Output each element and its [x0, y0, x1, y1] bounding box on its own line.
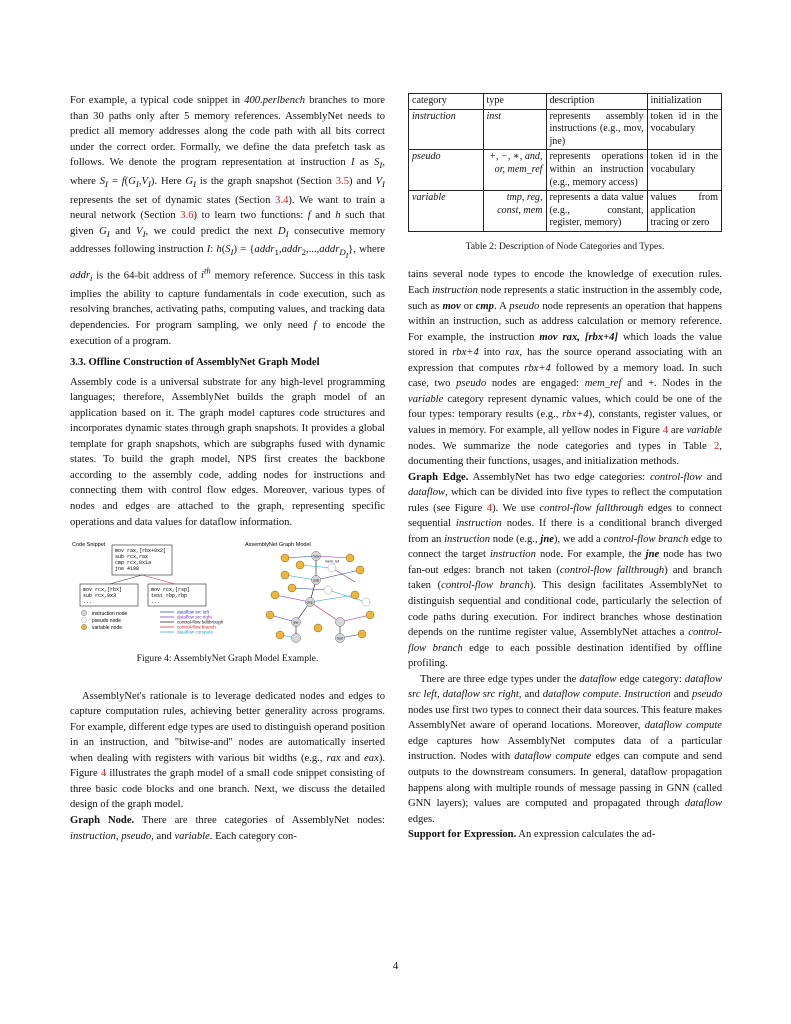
- legend-variable-swatch: [81, 624, 86, 629]
- node-minus: [362, 598, 370, 606]
- block3-line-2: ...: [151, 599, 161, 606]
- table-caption: Table 2: Description of Node Categories and Types.: [465, 240, 665, 252]
- table-cell: represents a data value (e.g., constant, register, memory): [546, 191, 647, 232]
- legend-instruction-swatch: [81, 610, 86, 615]
- table-cell: represents operations within an instruction (e.g., memory access): [546, 150, 647, 191]
- table-cell: instruction: [409, 109, 484, 150]
- node-mem-ref: [328, 564, 336, 572]
- node-var-13: [314, 624, 322, 632]
- legend-instruction: instruction node: [92, 611, 128, 618]
- graph-model-label: AssemblyNet Graph Model: [245, 542, 311, 549]
- node-label-mov: mov: [312, 554, 320, 559]
- table-cell: token id in the vocabulary: [647, 150, 722, 191]
- legend-fallthrough: control-flow fallthrough: [177, 619, 224, 625]
- node-var-12: [358, 630, 366, 638]
- legend-pseudo-swatch: [81, 617, 86, 622]
- left-column: [70, 93, 385, 844]
- table-cell: variable: [409, 191, 484, 232]
- graph-edge-paragraph: Graph Edge. AssemblyNet has two edge categories: control-flow and dataflow, which can be divided into five types to reflect the computation rules (see Figure 4). We use control-flow fallthrough edges to connect sequential instruction nodes. If there is a conditional branch diverged from an instruction node (e.g., jne), we add a control-flow branch edge to connect the target instruction node. For example, the jne node has two fan-out edges: branch not taken (control-flow fallthrough) and branch taken (control-flow branch). This design facilitates AssemblyNet to distinguish sequential and conditional code, particularly the selection of code paths during execution. For indirect branches whose destination depends on the runtime register value, AssemblyNet attaches a control-flow branch edge to each possible destination identified by offline profiling.: [408, 471, 723, 670]
- block1-line-0: mov rax,[rbx+0x2]: [115, 548, 167, 555]
- table-cell: values from application tracing or zero: [647, 191, 722, 232]
- node-var-9: [266, 611, 274, 619]
- node-label-jne: jne: [293, 620, 299, 625]
- node-var-2: [346, 554, 354, 562]
- legend-compute: dataflow compute: [177, 629, 214, 635]
- table-header-cell: initialization: [647, 94, 722, 110]
- graph-node-paragraph: Graph Node. There are three categories of AssemblyNet nodes: instruction, pseudo, and variable. Each category con-: [70, 814, 385, 842]
- graph-nodes: [266, 552, 374, 643]
- legend-branch: control-flow branch: [177, 624, 216, 630]
- node-var-1: [281, 554, 289, 562]
- block3-line-0: mov rcx,[rsp]: [151, 587, 191, 594]
- block2-line-2: ...: [83, 599, 93, 606]
- node-plus: [324, 586, 332, 594]
- node-var-4: [356, 566, 364, 574]
- block-edge-1: [110, 575, 142, 584]
- node-label-mem-ref: mem_ref: [324, 559, 340, 564]
- node-sub-2: [292, 634, 301, 643]
- figure-caption: Figure 4: AssemblyNet Graph Model Example.: [136, 653, 319, 665]
- section-paragraph: Assembly code is a universal substrate for any high-level programming languages; therefore, AssemblyNet builds the graph model of an application based on it. The graph model captures code structures and incorporates dynamic states through graph snapshots. It provides a global template for graph snapshots, which are subgraphs fused with dynamic states. To build the graph model, NPS first creates the backbone according to the assembly code, adding nodes for instructions and connecting them with control flow edges. Moreover, various types of nodes and edges are attached to the graph, representing specific operations and data values for dataflow information.: [70, 376, 385, 528]
- intro-paragraph: For example, a typical code snippet in 400.perlbench branches to more than 30 paths only after 5 memory references. AssemblyNet needs to predict all memory addresses along the code path with all bits correct under the correct order. Formally, we define the data prefetch task as follows. We denote the program representation at instruction I as $S_I$, where $S_I = f(G_I,V_I)$. Here $G_I$ is the graph snapshot (Section 3.5) and $V_I$ represents the set of dynamic states (Section 3.4). We want to train a neural network (Section 3.6) to learn two functions: f and h such that given $G_I$ and $V_I$, we could predict the next $D_I$ consecutive memory addresses following instruction I: $h(S_I)$ = {addr$_1$,addr$_2$,...,addr$_{D_I}$}, where addr$_i$ is the 64-bit address of $i^{th}$ memory reference. Success in this task implies the ability to capture fundamentals in code execution, such as resolving branches, activating paths, computing values, and tracking data dependencies. For program sampling, we only need f to encode the execution of a program.: [70, 95, 386, 347]
- node-types-paragraph: tains several node types to encode the knowledge of execution rules. Each instruction node represents a static instruction in the assembly code, such as mov or cmp. A pseudo node represents an operation that happens within an instruction, such as address calculation or memory reference. For example, the instruction mov rax, [rbx+4] which loads the value stored in rbx+4 into rax, has the source operand associating with an expression that computes rbx+4 followed by a memory load. In such case, two pseudo nodes are engaged: mem_ref and +. Nodes in the variable category represent dynamic values, which could be one of the four types: temporary results (e.g., rbx+4), constants, register values, or values in memory. For example, all yellow nodes in Figure 4 are variable nodes. We summarize the node categories and types in Table 2, documenting their functions, usages, and initialization methods.: [408, 269, 722, 468]
- node-var-8: [288, 584, 296, 592]
- legend-src-left: dataflow src left: [177, 609, 209, 615]
- figure-4: [70, 540, 385, 645]
- table-cell: pseudo: [409, 150, 484, 191]
- block1-line-3: jne 4198: [115, 566, 140, 573]
- rationale-paragraph: AssemblyNet's rationale is to leverage dedicated nodes and edges to capture computation rules, achieving better generality across programs. For example, different edge types are used to distinguish operand position in an instruction, and "bitwise-and" nodes are automatically inserted when dealing with registers with various bit widths (e.g., rax and eax). Figure 4 illustrates the graph model of a small code snippet consisting of three basic code blocks and one branch. Next, we discuss the detailed design of the graph model.: [70, 690, 386, 811]
- graph-edge-heading: Graph Edge.: [408, 471, 469, 483]
- node-mov-2: [336, 618, 345, 627]
- dataflow-paragraph: There are three edge types under the dataflow edge category: dataflow src left, dataflow src right, and dataflow compute. Instruction and pseudo nodes use first two types to connect their data sources. This feature makes AssemblyNet aware of operand locations. Moreover, dataflow compute edge captures how AssemblyNet computes data of a particular instruction. Nodes with dataflow compute edges can compute and send outputs to the downstream consumers. In general, dataflow propagation happens along with multiple rounds of message passing in GNN (called GNN layers); values are computed and propagated through dataflow edges.: [408, 673, 723, 825]
- table-row: [409, 109, 722, 150]
- table-cell: represents assembly instructions (e.g., mov, jne): [546, 109, 647, 150]
- node-var-7: [351, 591, 359, 599]
- graph-node-heading: Graph Node.: [70, 814, 135, 826]
- table-header-cell: description: [546, 94, 647, 110]
- node-label-sub: sub: [313, 578, 319, 583]
- block-edge-2: [142, 575, 175, 584]
- table-row: [409, 150, 722, 191]
- support-expression-paragraph: Support for Expression. An expression calculates the ad-: [408, 829, 656, 841]
- block1-line-2: cmp rcx,0x1a: [115, 560, 152, 567]
- page-number: 4: [392, 960, 399, 972]
- table-row: [409, 191, 722, 232]
- node-var-11: [276, 631, 284, 639]
- table-cell: token id in the vocabulary: [647, 109, 722, 150]
- table-cell: inst: [483, 109, 546, 150]
- right-column: [408, 93, 722, 843]
- table-header-row: [409, 94, 722, 110]
- node-var-5: [296, 561, 304, 569]
- block1-line-1: sub rcx,rax: [115, 554, 149, 561]
- table-cell: tmp, reg, const, mem: [483, 191, 546, 232]
- legend-pseudo: pseudo node: [92, 618, 121, 625]
- legend-variable: variable node: [92, 625, 123, 632]
- block2-line-1: sub rcx,0x3: [83, 593, 117, 600]
- support-expression-heading: Support for Expression.: [408, 829, 517, 841]
- node-var-3: [281, 571, 289, 579]
- node-label-test: test: [337, 636, 343, 641]
- table-2: [408, 93, 722, 232]
- section-heading: 3.3. Offline Construction of AssemblyNet Graph Model: [70, 357, 320, 369]
- block3-line-1: test rbp,rbp: [151, 593, 188, 600]
- node-var-6: [271, 591, 279, 599]
- table-header-cell: type: [483, 94, 546, 110]
- table-header-cell: category: [409, 94, 484, 110]
- code-snippet-label: Code Snippet: [72, 542, 106, 549]
- node-var-10: [366, 611, 374, 619]
- legend-src-right: dataflow src right: [177, 614, 212, 620]
- node-label-cmp: cmp: [306, 600, 314, 605]
- block2-line-0: mov rcx,[rbx]: [83, 587, 123, 594]
- table-cell: +, −, ∗, and, or, mem_ref: [483, 150, 546, 191]
- figure-4-graphic: [70, 540, 385, 645]
